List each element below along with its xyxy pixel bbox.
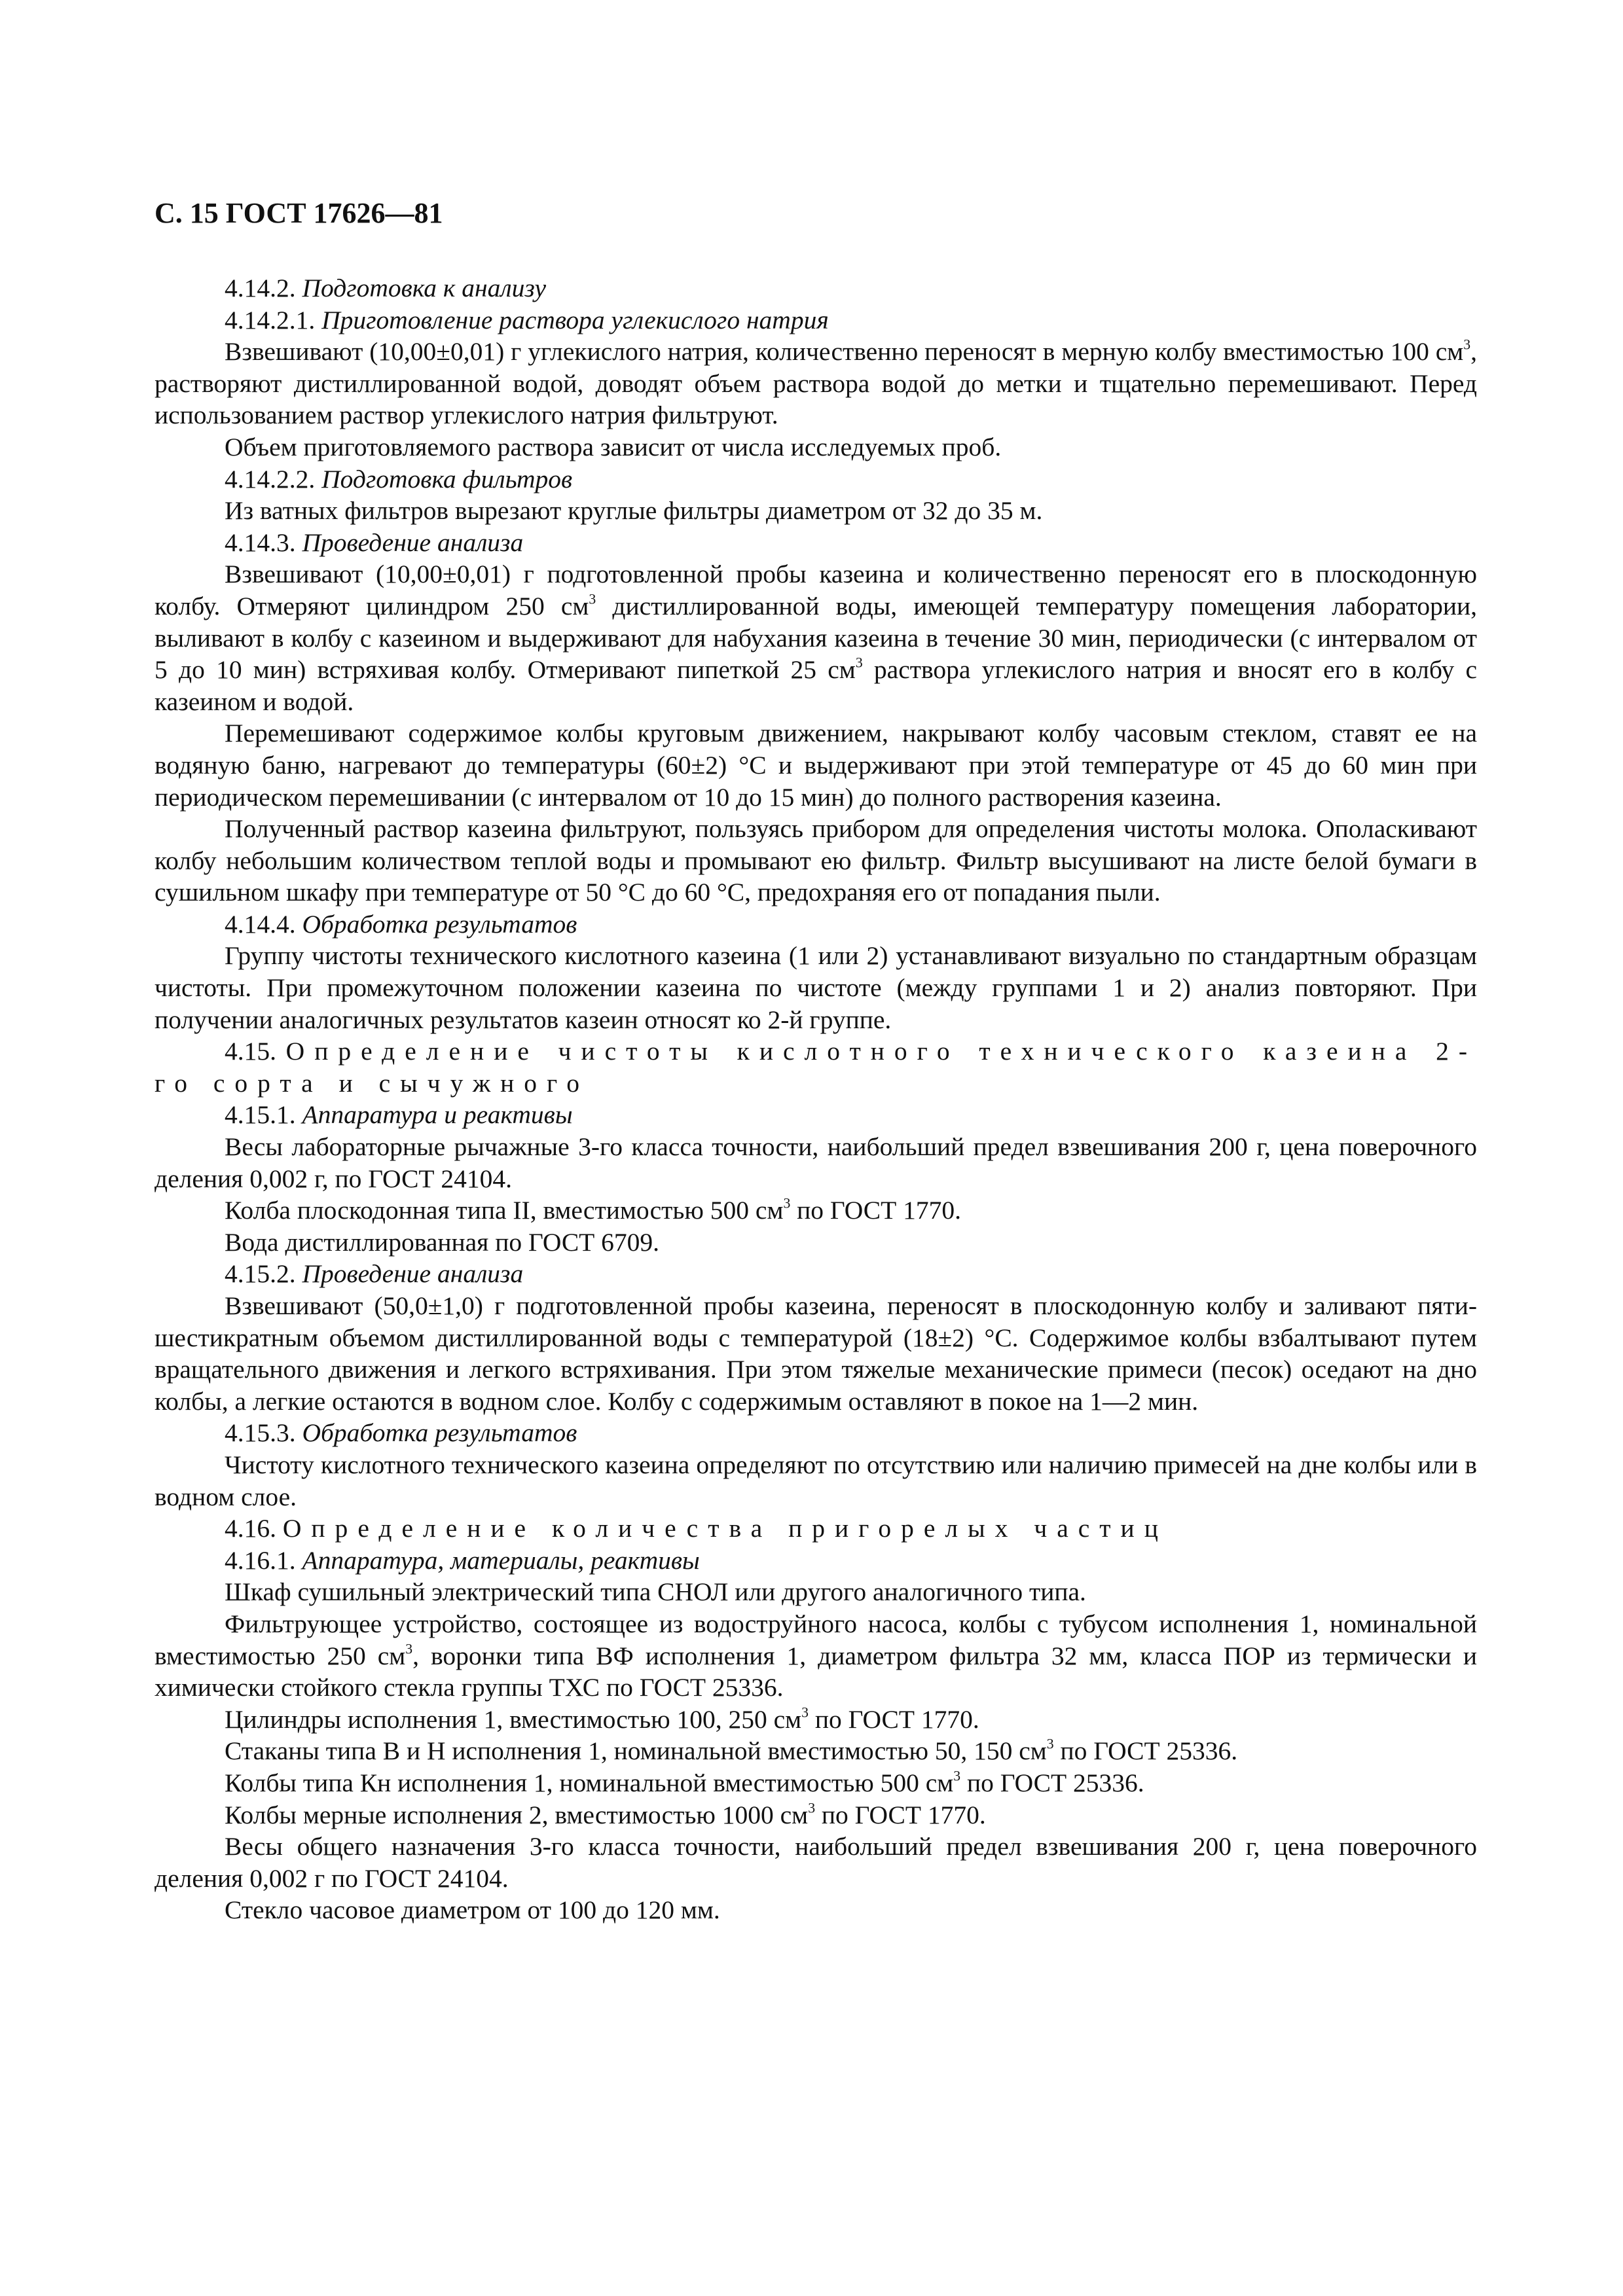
body-paragraph: Из ватных фильтров вырезают круглые фильтры диаметром от 32 до 35 м.: [225, 496, 1043, 526]
section-title: Обработка результатов: [302, 1418, 577, 1448]
superscript-3: 3: [589, 591, 596, 607]
superscript-3: 3: [1463, 336, 1471, 353]
body-paragraph: Чистоту кислотного технического казеина определяют по отсутствию или наличию примесей на дне колбы или в водном слое.: [155, 1450, 1477, 1511]
superscript-3: 3: [1046, 1736, 1054, 1753]
section-title: Обработка результатов: [302, 909, 577, 939]
document-body: [155, 272, 1477, 1926]
section-title: Проведение анализа: [302, 528, 524, 557]
body-paragraph: Полученный раствор казеина фильтруют, пользуясь прибором для определения чистоты молока. Ополаскивают колбу небольшим количеством теплой воды и промывают ею фильтр. Фильтр высушивают на листе белой бумаги в сушильном шкафу при температуре от 50 °С до 60 °С, предохраняя его от попадания пыли.: [155, 814, 1477, 907]
body-paragraph: Шкаф сушильный электрический типа СНОЛ или другого аналогичного типа.: [225, 1577, 1086, 1607]
body-paragraph: Взвешивают (10,00±0,01) г подготовленной пробы казеина и количественно переносят его в плоскодонную колбу. Отмеряют цилиндром 250 $см^3$ дистиллированной воды, имеющей температуру помещения лаборатории, выливают в колбу с казеином и выдерживают для набухания казеина в течение 30 мин, периодически (с интервалом от 5 до 10 мин) встряхивая колбу. Отмеривают пипеткой 25 $см^3$ раствора углекислого натрия и вносят его в колбу с казеином и водой.: [155, 560, 1477, 716]
body-paragraph: Цилиндры исполнения 1, вместимостью 100, 250 $см^3$ по ГОСТ 1770.: [225, 1704, 979, 1734]
superscript-3: 3: [808, 1800, 816, 1816]
page-header: С. 15 ГОСТ 17626—81: [155, 197, 443, 229]
section-subheading: [155, 272, 1477, 304]
superscript-3: 3: [801, 1704, 809, 1721]
superscript-3: 3: [405, 1641, 413, 1657]
section-heading: [155, 1035, 1477, 1099]
section-subheading: [155, 1417, 1477, 1449]
section-number: 4.15.3.: [225, 1418, 302, 1448]
section-number: 4.16.1.: [225, 1545, 302, 1575]
section-title: Аппаратура, материалы, реактивы: [302, 1545, 700, 1575]
section-title: Проведение анализа: [302, 1259, 524, 1289]
section-heading: [155, 1513, 1477, 1545]
body-paragraph: Взвешивают (50,0±1,0) г подготовленной пробы казеина, переносят в плоскодонную колбу и заливают пяти-шестикратным объемом дистиллированной воды с температурой (18±2) °С. Содержимое колбы взбалтывают путем вращательного движения и легкого встряхивания. При этом тяжелые механические примеси (песок) оседают на дно колбы, а легкие остаются в водном слое. Колбу с содержимым оставляют в покое на 1—2 мин.: [155, 1291, 1477, 1416]
body-paragraph: Стаканы типа В и Н исполнения 1, номинальной вместимостью 50, 150 $см^3$ по ГОСТ 25336.: [225, 1736, 1238, 1766]
section-number: 4.14.3.: [225, 528, 302, 557]
section-number: 4.14.2.2.: [225, 464, 322, 493]
body-paragraph: Фильтрующее устройство, состоящее из водоструйного насоса, колбы с тубусом исполнения 1, номинальной вместимостью 250 $см^3$, воронки типа ВФ исполнения 1, диаметром фильтра 32 мм, класса ПОР из термически и химически стойкого стекла группы ТХС по ГОСТ 25336.: [155, 1609, 1477, 1702]
section-title: Подготовка фильтров: [321, 464, 573, 493]
section-number: 4.14.2.: [225, 274, 302, 302]
body-paragraph: Перемешивают содержимое колбы круговым движением, накрывают колбу часовым стеклом, ставят ее на водяную баню, нагревают до температуры (60±2) °С и выдерживают при этой температуре от 45 до 60 мин при периодическом перемешивании (с интервалом от 10 до 15 мин) до полного растворения казеина.: [155, 719, 1477, 812]
body-paragraph: Колбы мерные исполнения 2, вместимостью 1000 $см^3$ по ГОСТ 1770.: [225, 1800, 986, 1829]
section-number: 4.15.2.: [225, 1259, 302, 1289]
section-subheading: [155, 908, 1477, 941]
section-subheading: [155, 527, 1477, 559]
section-number: 4.14.4.: [225, 909, 302, 939]
section-title: Аппаратура и реактивы: [302, 1100, 573, 1130]
superscript-3: 3: [783, 1195, 791, 1211]
body-paragraph: Взвешивают (10,00±0,01) г углекислого натрия, количественно переносят в мерную колбу вместимостью 100 $см^3$, растворяют дистиллированной водой, доводят объем раствора водой до метки и тщательно перемешивают. Перед использованием раствор углекислого натрия фильтруют.: [155, 336, 1477, 430]
section-title: Приготовление раствора углекислого натрия: [321, 305, 829, 334]
section-subheading: [155, 1545, 1477, 1577]
section-subheading: [155, 304, 1477, 336]
section-subheading: [155, 1099, 1477, 1131]
section-title: Подготовка к анализу: [302, 274, 547, 302]
section-title: Определение количества пригорелых частиц: [282, 1514, 1168, 1543]
body-paragraph: Колба плоскодонная типа II, вместимостью 500 $см^3$ по ГОСТ 1770.: [225, 1195, 962, 1225]
body-paragraph: Колбы типа Кн исполнения 1, номинальной вместимостью 500 $см^3$ по ГОСТ 25336.: [225, 1768, 1144, 1797]
section-number: 4.15.1.: [225, 1100, 302, 1130]
superscript-3: 3: [855, 655, 863, 671]
section-title: Определение чистоты кислотного технического казеина 2-го сорта и сычужного: [155, 1037, 1477, 1098]
superscript-3: 3: [953, 1768, 961, 1784]
body-paragraph: Стекло часовое диаметром от 100 до 120 мм.: [225, 1895, 720, 1925]
body-paragraph: Вода дистиллированная по ГОСТ 6709.: [225, 1227, 660, 1257]
section-number: 4.15.: [225, 1037, 286, 1066]
section-number: 4.14.2.1.: [225, 305, 322, 334]
section-number: 4.16.: [225, 1514, 283, 1543]
body-paragraph: Объем приготовляемого раствора зависит от числа исследуемых проб.: [225, 432, 1002, 461]
section-subheading: [155, 1258, 1477, 1290]
body-paragraph: Весы лабораторные рычажные 3-го класса точности, наибольший предел взвешивания 200 г, цена поверочного деления 0,002 г, по ГОСТ 24104.: [155, 1132, 1477, 1193]
section-subheading: [155, 463, 1477, 495]
body-paragraph: Весы общего назначения 3-го класса точности, наибольший предел взвешивания 200 г, цена поверочного деления 0,002 г по ГОСТ 24104.: [155, 1832, 1477, 1893]
body-paragraph: Группу чистоты технического кислотного казеина (1 или 2) устанавливают визуально по стандартным образцам чистоты. При промежуточном положении казеина по чистоте (между группами 1 и 2) анализ повторяют. При получении аналогичных результатов казеин относят ко 2-й группе.: [155, 941, 1477, 1034]
